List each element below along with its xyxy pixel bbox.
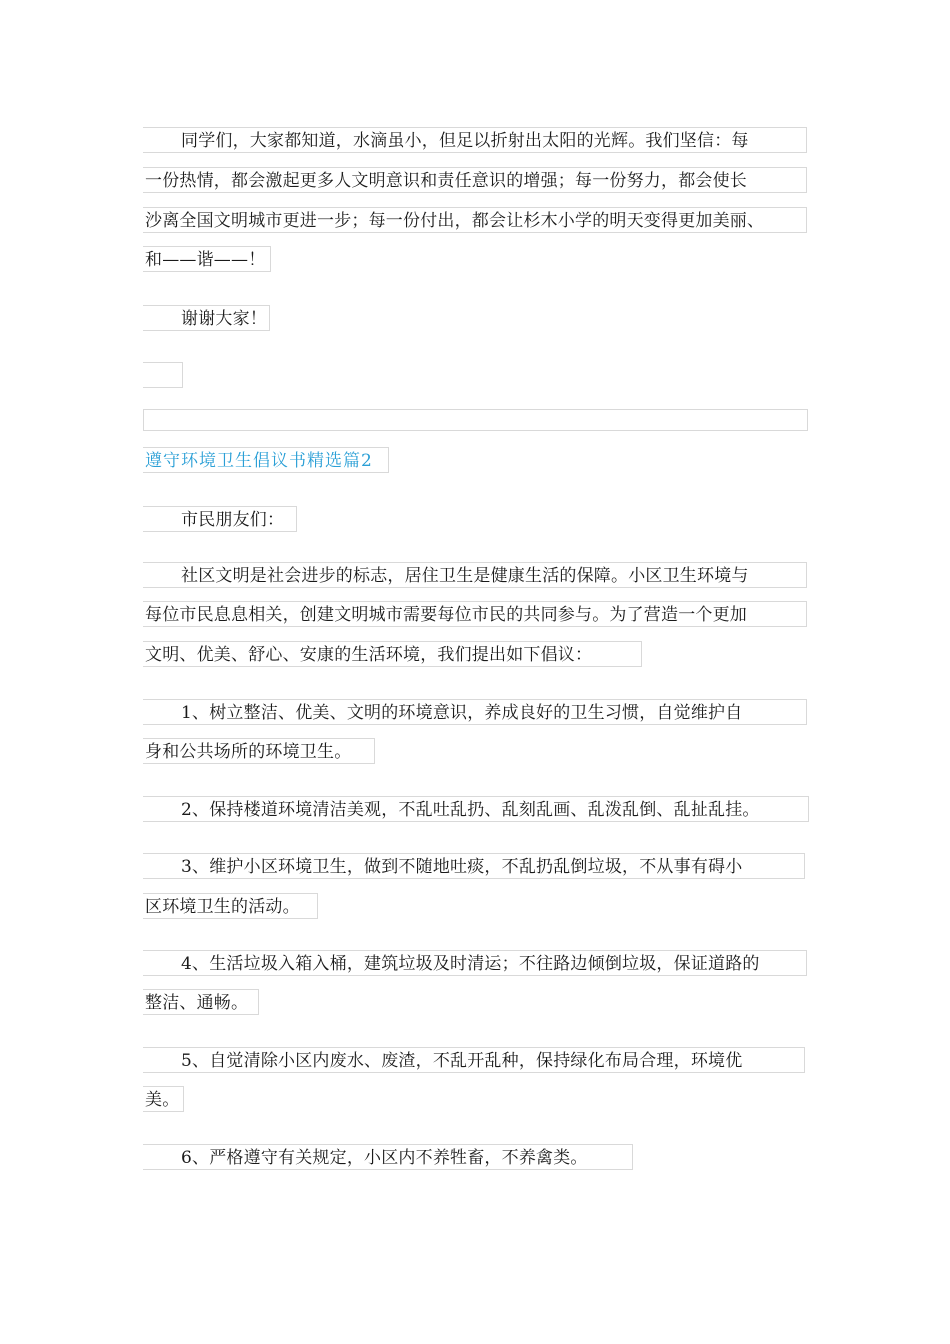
paragraph-line: 同学们，大家都知道，水滴虽小，但足以折射出太阳的光辉。我们坚信：每: [143, 127, 807, 153]
list-item-line: 美。: [143, 1086, 184, 1112]
list-item-line: 身和公共场所的环境卫生。: [143, 738, 375, 764]
list-item-line: 6、严格遵守有关规定，小区内不养牲畜，不养禽类。: [143, 1144, 633, 1170]
list-item-line: 整洁、通畅。: [143, 989, 259, 1015]
empty-line-box: [143, 362, 183, 388]
paragraph-line: 沙离全国文明城市更进一步；每一份付出，都会让杉木小学的明天变得更加美丽、: [143, 207, 807, 233]
list-item-line: 2、保持楼道环境清洁美观，不乱吐乱扔、乱刻乱画、乱泼乱倒、乱扯乱挂。: [143, 796, 809, 822]
list-item-line: 4、生活垃圾入箱入桶，建筑垃圾及时清运；不往路边倾倒垃圾，保证道路的: [143, 950, 807, 976]
paragraph-line: 社区文明是社会进步的标志，居住卫生是健康生活的保障。小区卫生环境与: [143, 562, 807, 588]
list-item-line: 区环境卫生的活动。: [143, 893, 318, 919]
paragraph-line: 一份热情，都会激起更多人文明意识和责任意识的增强；每一份努力，都会使长: [143, 167, 807, 193]
salutation: 市民朋友们：: [143, 506, 297, 532]
thanks-text: 谢谢大家！: [143, 305, 270, 331]
list-item-line: 3、维护小区环境卫生，做到不随地吐痰，不乱扔乱倒垃圾，不从事有碍小: [143, 853, 805, 879]
paragraph-line: 每位市民息息相关，创建文明城市需要每位市民的共同参与。为了营造一个更加: [143, 601, 807, 627]
paragraph-line: 和——谐——！: [143, 246, 271, 272]
section-separator: [143, 409, 808, 431]
list-item-line: 1、树立整洁、优美、文明的环境意识，养成良好的卫生习惯，自觉维护自: [143, 699, 807, 725]
paragraph-line: 文明、优美、舒心、安康的生活环境，我们提出如下倡议：: [143, 641, 642, 667]
list-item-line: 5、自觉清除小区内废水、废渣，不乱开乱种，保持绿化布局合理，环境优: [143, 1047, 805, 1073]
section-heading: 遵守环境卫生倡议书精选篇2: [143, 447, 389, 473]
